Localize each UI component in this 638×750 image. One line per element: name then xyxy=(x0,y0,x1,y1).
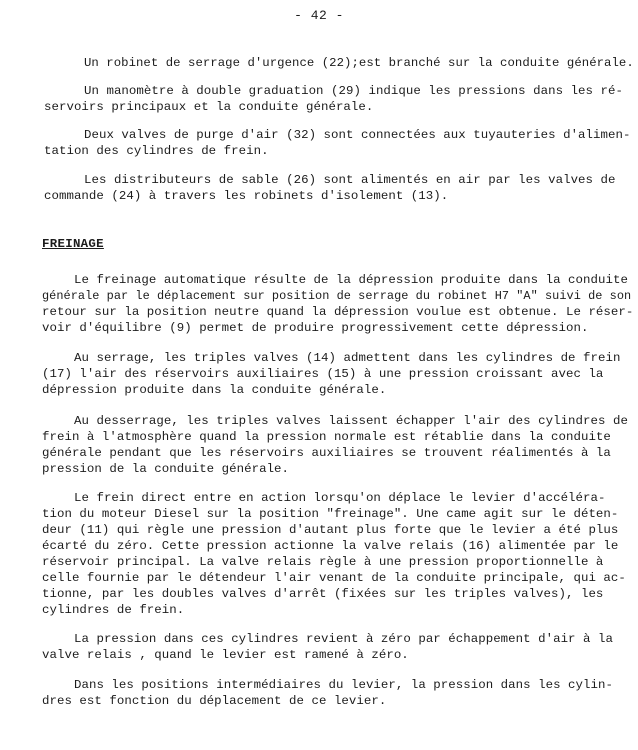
paragraph-6-line-1: Au serrage, les triples valves (14) admettent dans les cylindres de frein xyxy=(74,351,621,365)
section-heading: FREINAGE xyxy=(42,237,104,251)
paragraph-2-line-1: Un manomètre à double graduation (29) indique les pressions dans les ré- xyxy=(84,84,623,98)
paragraph-3-line-1: Deux valves de purge d'air (32) sont connectées aux tuyauteries d'alimen- xyxy=(84,128,631,142)
paragraph-7-line-1: Au desserrage, les triples valves laissent échapper l'air des cylindres de xyxy=(74,414,628,428)
paragraph-8-line-5: réservoir principal. La valve relais règle à une pression proportionnelle à xyxy=(42,555,604,569)
paragraph-10-line-1: Dans les positions intermédiaires du levier, la pression dans les cylin- xyxy=(74,678,613,692)
paragraph-6-line-2: (17) l'air des réservoirs auxiliaires (15) à une pression croissant avec la xyxy=(42,367,604,381)
paragraph-8-line-1: Le frein direct entre en action lorsqu'on déplace le levier d'accéléra- xyxy=(74,491,606,505)
paragraph-9-line-1: La pression dans ces cylindres revient à zéro par échappement d'air à la xyxy=(74,632,613,646)
paragraph-8-line-7: tionne, par les doubles valves d'arrêt (fixées sur les triples valves), les xyxy=(42,587,604,601)
paragraph-7-line-2: frein à l'atmosphère quand la pression normale est rétablie dans la conduite xyxy=(42,430,611,444)
paragraph-4-line-1: Les distributeurs de sable (26) sont alimentés en air par les valves de xyxy=(84,173,616,187)
paragraph-8-line-6: celle fournie par le détendeur l'air venant de la conduite principale, qui ac- xyxy=(42,571,626,585)
paragraph-7-line-3: générale pendant que les réservoirs auxiliaires se trouvent réalimentés à la xyxy=(42,446,611,460)
paragraph-7-line-4: pression de la conduite générale. xyxy=(42,462,290,476)
paragraph-6-line-3: dépression produite dans la conduite générale. xyxy=(42,383,387,397)
paragraph-5-line-3: retour sur la position neutre quand la dépression voulue est obtenue. Le réser- xyxy=(42,305,634,319)
paragraph-8-line-2: tion du moteur Diesel sur la position "freinage". Une came agit sur le déten- xyxy=(42,507,619,521)
paragraph-8-line-3: deur (11) qui règle une pression d'autant plus forte que le levier a été plus xyxy=(42,523,619,537)
paragraph-8-line-8: cylindres de frein. xyxy=(42,603,185,617)
page-number: - 42 - xyxy=(294,8,344,23)
paragraph-5-line-4: voir d'équilibre (9) permet de produire progressivement cette dépression. xyxy=(42,321,589,335)
paragraph-2-line-2: servoirs principaux et la conduite générale. xyxy=(44,100,374,114)
paragraph-4-line-2: commande (24) à travers les robinets d'isolement (13). xyxy=(44,189,449,203)
paragraph-1-line-1: Un robinet de serrage d'urgence (22);est branché sur la conduite générale. xyxy=(84,56,634,70)
paragraph-9-line-2: valve relais , quand le levier est ramené à zéro. xyxy=(42,648,409,662)
paragraph-8-line-4: écarté du zéro. Cette pression actionne la valve relais (16) alimentée par le xyxy=(42,539,619,553)
paragraph-5-line-1: Le freinage automatique résulte de la dépression produite dans la conduite xyxy=(74,273,628,287)
paragraph-10-line-2: dres est fonction du déplacement de ce levier. xyxy=(42,694,387,708)
paragraph-3-line-2: tation des cylindres de frein. xyxy=(44,144,269,158)
paragraph-5-line-2: générale par le déplacement sur position de serrage du robinet H7 "A" suivi de son xyxy=(42,289,632,303)
